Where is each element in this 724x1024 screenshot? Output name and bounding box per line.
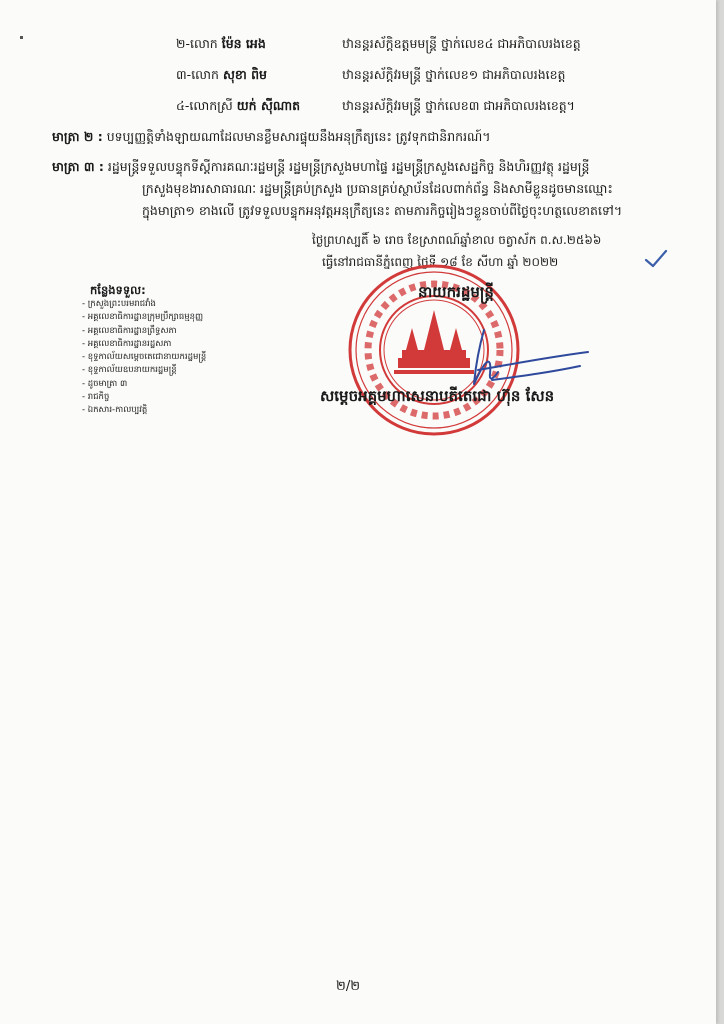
article-text-line: ក្រសួងមុខងារសាធារណៈ រដ្ឋមន្ត្រីគ្រប់ក្រសួង ប្រធានគ្រប់ស្ថាប័នដែលពាក់ព័ន្ធ និងសាមីខ្លួនដូចមានឈ្មោះ	[142, 181, 613, 196]
article-2	[52, 126, 672, 148]
article-label: មាត្រា ២ :	[52, 129, 103, 144]
article-text-line: រដ្ឋមន្ត្រីទទួលបន្ទុកទីស្តីការគណៈរដ្ឋមន្ត្រី រដ្ឋមន្ត្រីក្រសួងមហាផ្ទៃ រដ្ឋមន្ត្រីក្រសួងសេដ្ឋកិច្ច និងហិរញ្ញវត្ថុ រដ្ឋមន្ត្រី	[107, 159, 590, 174]
cc-list	[82, 298, 206, 418]
cc-title: កន្លែងទទួល:	[90, 283, 146, 297]
cc-item: - អគ្គលេខាធិការដ្ឋានរដ្ឋសភា	[82, 338, 172, 349]
appointment-name: ម៉ែន អេង	[221, 36, 266, 51]
appointment-name: យក់ ស៊ីណាត	[236, 98, 301, 113]
appointment-role: ឋានន្តរស័ក្តិវរមន្ត្រី ថ្នាក់លេខ១ ជាអភិបាលរងខេត្ត	[342, 67, 566, 82]
appointment-number: ៣-លោក	[176, 67, 219, 82]
appointment-name: សុខា ពិម	[222, 67, 267, 82]
punch-mark	[20, 36, 23, 39]
cc-item: - អគ្គលេខាធិការដ្ឋានក្រុមប្រឹក្សាធម្មនុញ្ញ	[82, 312, 204, 323]
cc-item: - អគ្គលេខាធិការដ្ឋានព្រឹទ្ធសភា	[82, 325, 177, 336]
article-text-line: ក្នុងមាត្រា១ ខាងលើ ត្រូវទទួលបន្ទុកអនុវត្តអនុក្រឹត្យនេះ តាមភារកិច្ចរៀងៗខ្លួនចាប់ពីថ្ងៃចុះហត្ថលេខាតទៅ។	[142, 203, 623, 218]
appointment-role: ឋានន្តរស័ក្តិវរមន្ត្រី ថ្នាក់លេខ៣ ជាអភិបាលរងខេត្ត។	[342, 98, 575, 113]
page-number: ២/២	[336, 979, 361, 994]
cc-item: - ក្រសួងព្រះបរមរាជវាំង	[82, 299, 156, 309]
appointment-item	[176, 36, 581, 55]
article-label: មាត្រា ៣ :	[52, 159, 104, 174]
cc-item: - ខុទ្ទកាល័យសម្តេចតេជោនាយករដ្ឋមន្ត្រី	[82, 352, 207, 363]
solar-date: ធ្វើនៅរាជធានីភ្នំពេញ ថ្ងៃទី ១៨ ខែ សីហា ឆ្នាំ ២០២២	[322, 255, 559, 269]
cc-item: - ដូចមាត្រា ៣	[82, 378, 128, 389]
appointment-number: ២-លោក	[176, 36, 218, 51]
article-text: បទប្បញ្ញត្តិទាំងឡាយណាដែលមានខ្លឹមសារផ្ទុយនឹងអនុក្រឹត្យនេះ ត្រូវទុកជានិរាករណ៍។	[106, 129, 491, 144]
appointment-item	[176, 67, 566, 86]
checkmark-icon	[644, 248, 668, 268]
article-3	[52, 156, 672, 222]
lunar-date: ថ្ងៃព្រហស្បតិ៍ ៦ រោច ខែស្រាពណ៍ឆ្នាំខាល ចត្វាស័ក ព.ស.២៥៦៦	[312, 233, 602, 247]
handwritten-signature	[462, 322, 592, 396]
appointment-number: ៤-លោកស្រី	[176, 98, 233, 113]
appointment-role: ឋានន្តរស័ក្តិឧត្តមមន្ត្រី ថ្នាក់លេខ៤ ជាអភិបាលរងខេត្ត	[342, 36, 581, 51]
signatory-name: សម្តេចអគ្គមហាសេនាបតីតេជោ ហ៊ុន សែន	[320, 387, 555, 405]
cc-item: - ខុទ្ទកាល័យឧបនាយករដ្ឋមន្ត្រី	[82, 365, 177, 376]
cc-item: - ឯកសារ-កាលប្បវត្តិ	[82, 405, 148, 416]
signatory-title: នាយករដ្ឋមន្ត្រី	[418, 283, 494, 301]
cc-item: - រាជកិច្ច	[82, 392, 110, 403]
appointment-item	[176, 98, 575, 117]
